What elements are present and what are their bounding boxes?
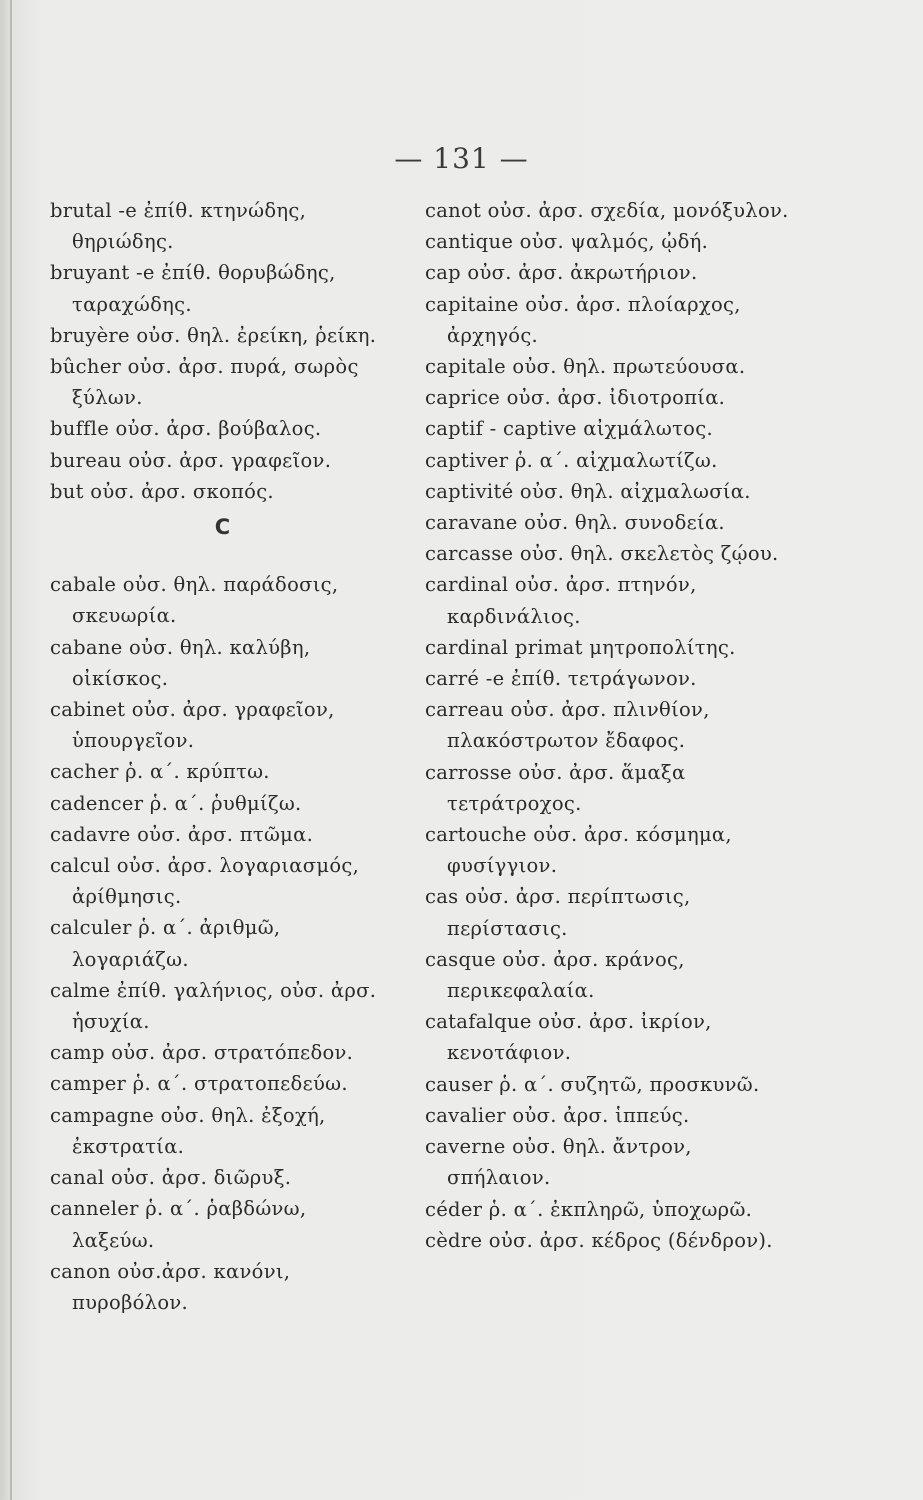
dictionary-entry: canal οὐσ. ἀρσ. διῶρυξ. — [50, 1166, 292, 1190]
dictionary-entry: carrosse οὐσ. ἀρσ. ἅμαξα τετράτροχος. — [425, 760, 686, 815]
dictionary-entry: camp οὐσ. ἀρσ. στρατόπεδον. — [50, 1041, 354, 1065]
dictionary-entry: cadavre οὐσ. ἀρσ. πτῶμα. — [50, 822, 314, 846]
dictionary-entry: cabane οὐσ. θηλ. καλύβη, οἰκίσκος. — [50, 635, 311, 690]
dictionary-entry: canot οὐσ. ἀρσ. σχεδία, μονόξυλον. — [425, 199, 789, 222]
dictionary-entry: calculer ῥ. α΄. ἀριθμῶ, λογαριάζω. — [50, 916, 281, 971]
dictionary-entry: bûcher οὐσ. ἀρσ. πυρά, σωρὸς ξύλων. — [50, 355, 359, 410]
dictionary-entry: canon οὐσ.ἀρσ. κανόνι, πυροβόλον. — [50, 1259, 291, 1314]
dictionary-entry: carcasse οὐσ. θηλ. σκελετὸς ζῴου. — [425, 542, 779, 566]
dictionary-entry: bruyère οὐσ. θηλ. ἐρείκη, ῥείκη. — [50, 323, 377, 347]
dictionary-entry: bruyant -e ἐπίθ. θορυβώδης, ταραχώδης. — [50, 261, 336, 316]
dictionary-entry: campagne οὐσ. θηλ. ἐξοχή, ἐκστρατία. — [50, 1103, 326, 1158]
dictionary-entry: cavalier οὐσ. ἀρσ. ἱππεύς. — [425, 1103, 690, 1127]
dictionary-entry: cadencer ῥ. α΄. ῥυθμίζω. — [50, 791, 302, 815]
dictionary-entry: calme ἐπίθ. γαλήνιος, οὐσ. ἀρσ. ἡσυχία. — [50, 978, 377, 1034]
dictionary-entry: calcul οὐσ. ἀρσ. λογαριασμός, ἀρίθμησις. — [50, 854, 360, 909]
dictionary-entry: capitale οὐσ. θηλ. πρωτεύουσα. — [425, 355, 746, 379]
section-letter-heading: C — [214, 515, 231, 540]
dictionary-entry: cantique οὐσ. ψαλμός, ᾠδή. — [425, 230, 709, 254]
dictionary-entry: caprice οὐσ. ἀρσ. ἰδιοτροπία. — [425, 386, 726, 410]
dictionary-entry: cardinal primat μητροπολίτης. — [425, 635, 736, 659]
page-number: — 131 — — [394, 142, 529, 175]
dictionary-entry: cardinal οὐσ. ἀρσ. πτηνόν, καρδινάλιος. — [425, 573, 697, 628]
dictionary-entry: catafalque οὐσ. ἀρσ. ἰκρίον, κενοτάφιον. — [425, 1010, 712, 1065]
dictionary-entry: cabale οὐσ. θηλ. παράδοσις, σκευωρία. — [50, 573, 339, 628]
dictionary-entry: but οὐσ. ἀρσ. σκοπός. — [50, 479, 274, 503]
dictionary-entry: cabinet οὐσ. ἀρσ. γραφεῖον, ὑπουργεῖον. — [50, 698, 335, 753]
dictionary-entry: captiver ῥ. α΄. αἰχμαλωτίζω. — [425, 448, 718, 472]
left-column — [50, 195, 395, 1318]
dictionary-entry: cacher ῥ. α΄. κρύπτω. — [50, 760, 270, 784]
dictionary-entry: caverne οὐσ. θηλ. ἄντρον, σπήλαιον. — [425, 1135, 692, 1190]
dictionary-entry: causer ῥ. α΄. συζητῶ, προσκυνῶ. — [425, 1072, 760, 1096]
dictionary-entry: bureau οὐσ. ἀρσ. γραφεῖον. — [50, 448, 332, 472]
page-gutter — [10, 0, 12, 1500]
dictionary-entry: captivité οὐσ. θηλ. αἰχμαλωσία. — [425, 479, 751, 503]
dictionary-entry: carré -e ἐπίθ. τετράγωνον. — [425, 667, 697, 691]
dictionary-entry: capitaine οὐσ. ἀρσ. πλοίαρχος, ἀρχηγός. — [425, 292, 741, 347]
dictionary-entry: brutal -e ἐπίθ. κτηνώδης, θηριώδης. — [50, 199, 307, 254]
dictionary-entry: captif - captive αἰχμάλωτος. — [425, 417, 713, 441]
dictionary-entry: cap οὐσ. ἀρσ. ἀκρωτήριον. — [425, 261, 698, 285]
dictionary-entry: céder ῥ. α΄. ἐκπληρῶ, ὑποχωρῶ. — [425, 1197, 753, 1221]
dictionary-entry: caravane οὐσ. θηλ. συνοδεία. — [425, 511, 725, 535]
dictionary-entry: casque οὐσ. ἀρσ. κράνος, περικεφαλαία. — [425, 947, 685, 1003]
dictionary-entry: carreau οὐσ. ἀρσ. πλινθίον, πλακόστρωτον ἔδαφος. — [425, 698, 710, 753]
dictionary-entry: cas οὐσ. ἀρσ. περίπτωσις, περίστασις. — [425, 885, 691, 940]
dictionary-entry: cèdre οὐσ. ἀρσ. κέδρος (δένδρον). — [425, 1228, 773, 1252]
dictionary-entry: buffle οὐσ. ἀρσ. βούβαλος. — [50, 417, 322, 441]
dictionary-entry: cartouche οὐσ. ἀρσ. κόσμημα, φυσίγγιον. — [425, 823, 732, 878]
right-column — [425, 195, 790, 1256]
dictionary-entry: canneler ῥ. α΄. ῥαβδώνω, λαξεύω. — [50, 1197, 307, 1252]
dictionary-entry: camper ῥ. α΄. στρατοπεδεύω. — [50, 1072, 348, 1096]
